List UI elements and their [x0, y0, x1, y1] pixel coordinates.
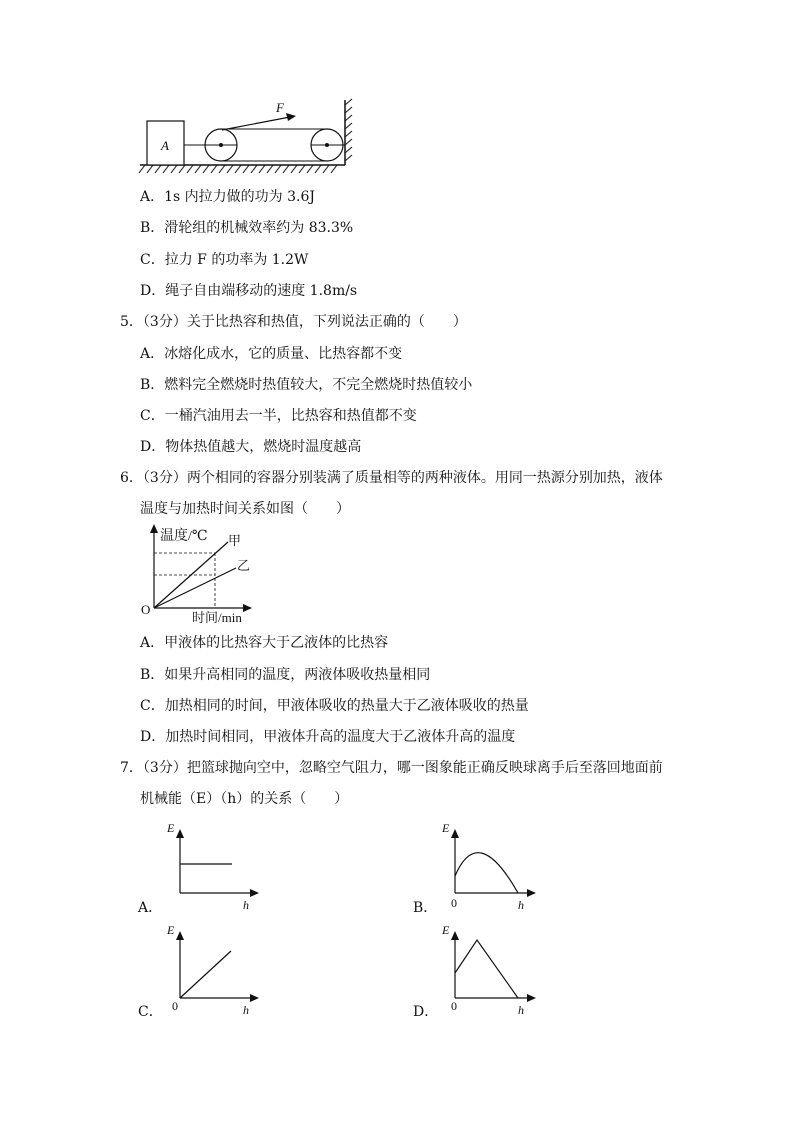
q7c-origin: 0: [172, 999, 178, 1013]
q4-option-a: A．1s 内拉力做的功为 3.6J: [140, 189, 315, 205]
force-label: F: [276, 100, 284, 115]
q7-stem-line2: 机械能（E）（h）的关系（ ）: [140, 791, 349, 807]
q7b-origin: 0: [451, 896, 457, 910]
q7b-ylabel: E: [442, 821, 450, 835]
q6-label-yi: 乙: [237, 558, 251, 573]
block-label: A: [161, 138, 169, 153]
q7c-ylabel: E: [167, 923, 175, 937]
q7-graph-a: [166, 821, 259, 912]
q7b-xlabel: h: [518, 898, 524, 912]
q4-option-c: C．拉力 F 的功率为 1.2W: [140, 252, 309, 268]
q7-option-c-label: C．: [138, 1004, 163, 1020]
q6-option-b: B．如果升高相同的温度，两液体吸收热量相同: [140, 667, 431, 683]
q7a-xlabel: h: [243, 898, 249, 912]
q6-option-d: D．加热时间相同，甲液体升高的温度大于乙液体升高的温度: [140, 729, 516, 745]
q6-option-c: C．加热相同的时间，甲液体吸收的热量大于乙液体吸收的热量: [140, 698, 529, 714]
q6-xlabel: 时间/min: [192, 610, 242, 625]
q6-label-jia: 甲: [228, 533, 242, 548]
q7-option-d-label: D．: [413, 1004, 439, 1020]
q5-option-a: A．冰熔化成水，它的质量、比热容都不变: [140, 346, 403, 362]
q6-ylabel: 温度/℃: [160, 529, 208, 544]
q4-option-b: B．滑轮组的机械效率约为 83.3%: [140, 220, 354, 236]
q7d-ylabel: E: [442, 923, 450, 937]
q6-stem-line2: 温度与加热时间关系如图（ ）: [140, 501, 350, 517]
q4-option-d: D．绳子自由端移动的速度 1.8m/s: [140, 283, 358, 299]
q7d-xlabel: h: [518, 1003, 524, 1017]
q7d-origin: 0: [451, 999, 457, 1013]
q6-option-a: A．甲液体的比热容大于乙液体的比热容: [140, 635, 389, 651]
q7c-xlabel: h: [243, 1003, 249, 1017]
q7-stem-line1: 7．（3分）把篮球抛向空中，忽略空气阻力，哪一图象能正确反映球离手后至落回地面前: [120, 760, 663, 776]
q7a-ylabel: E: [167, 821, 175, 835]
q5-option-b: B．燃料完全燃烧时热值较大，不完全燃烧时热值较小: [140, 377, 473, 393]
q6-stem-line1: 6．（3分）两个相同的容器分别装满了质量相等的两种液体。用同一热源分别加热，液体: [120, 470, 663, 486]
q5-option-c: C．一桶汽油用去一半，比热容和热值都不变: [140, 408, 417, 424]
q7-graph-d: [441, 923, 536, 1017]
q7-option-b-label: B．: [413, 900, 438, 916]
q7-graph-c: [166, 923, 259, 1017]
q5-stem: 5．（3分）关于比热容和热值，下列说法正确的（ ）: [120, 314, 467, 330]
q5-option-d: D．物体热值越大，燃烧时温度越高: [140, 439, 362, 455]
q7-graph-b: [441, 821, 536, 912]
q7-option-a-label: A．: [138, 900, 163, 916]
q6-origin: O: [141, 602, 151, 617]
